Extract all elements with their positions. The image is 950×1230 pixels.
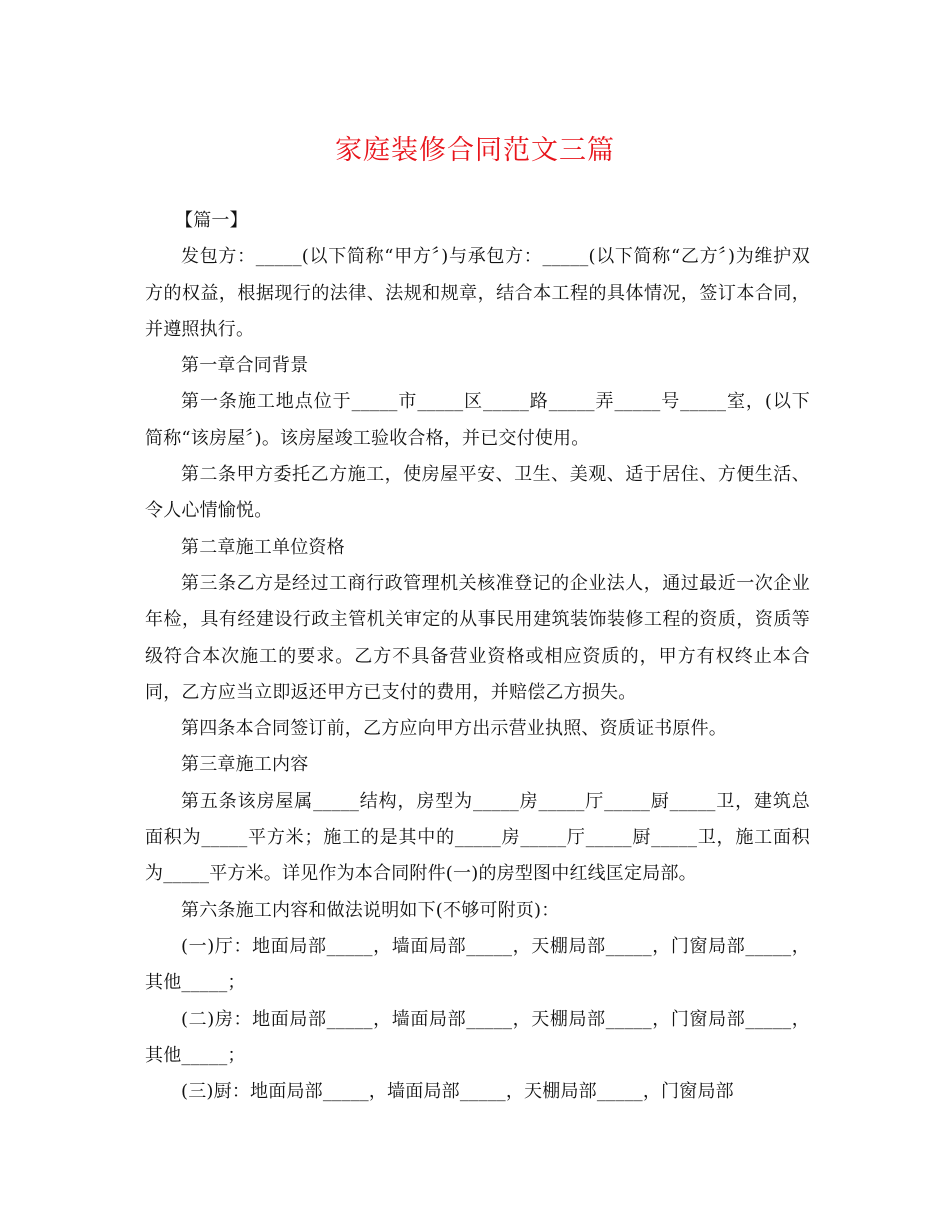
document-title: 家庭装修合同范文三篇 [335, 135, 615, 166]
article-4: 第四条本合同签订前，乙方应向甲方出示营业执照、资质证书原件。 [181, 718, 727, 740]
item-room: (二)房：地面局部_____，墙面局部_____，天棚局部_____，门窗局部_____，其他_____； [145, 1008, 810, 1066]
item-kitchen: (三)厨：地面局部_____，墙面局部_____，天棚局部_____，门窗局部 [181, 1081, 734, 1103]
article-1: 第一条施工地点位于_____市_____区_____路_____弄_____号_____室，(以下简称“该房屋〞)。该房屋竣工验收合格，并已交付使用。 [145, 391, 810, 449]
article-6: 第六条施工内容和做法说明如下(不够可附页)： [181, 899, 560, 921]
article-3: 第三条乙方是经过工商行政管理机关核准登记的企业法人，通过最近一次企业年检，具有经建设行政主管机关审定的从事民用建筑装饰装修工程的资质，资质等级符合本次施工的要求。乙方不具备营业资格或相应资质的，甲方有权终止本合同，乙方应当立即返还甲方已支付的费用，并赔偿乙方损失。 [145, 572, 810, 703]
article-2: 第二条甲方委托乙方施工，使房屋平安、卫生、美观、适于居住、方便生活、令人心情愉悦。 [145, 464, 810, 522]
document-body [145, 203, 810, 1110]
chapter-heading-1: 第一章合同背景 [181, 355, 309, 377]
chapter-heading-3: 第三章施工内容 [181, 754, 309, 776]
chapter-heading-2: 第二章施工单位资格 [181, 536, 345, 558]
item-hall: (一)厅：地面局部_____，墙面局部_____，天棚局部_____，门窗局部_____，其他_____； [145, 935, 810, 994]
article-5: 第五条该房屋属_____结构，房型为_____房_____厅_____厨_____卫，建筑总面积为_____平方米；施工的是其中的_____房_____厅_____厨_____卫，施工面积为_____平方米。详见作为本合同附件(一)的房型图中红线匡定局部。 [145, 790, 810, 885]
paragraph-intro: 发包方：_____(以下简称“甲方〞)与承包方：_____(以下简称“乙方〞)为维护双方的权益，根据现行的法律、法规和规章，结合本工程的具体情况，签订本合同，并遵照执行。 [145, 246, 810, 340]
section-label: 【篇一】 [175, 210, 248, 231]
